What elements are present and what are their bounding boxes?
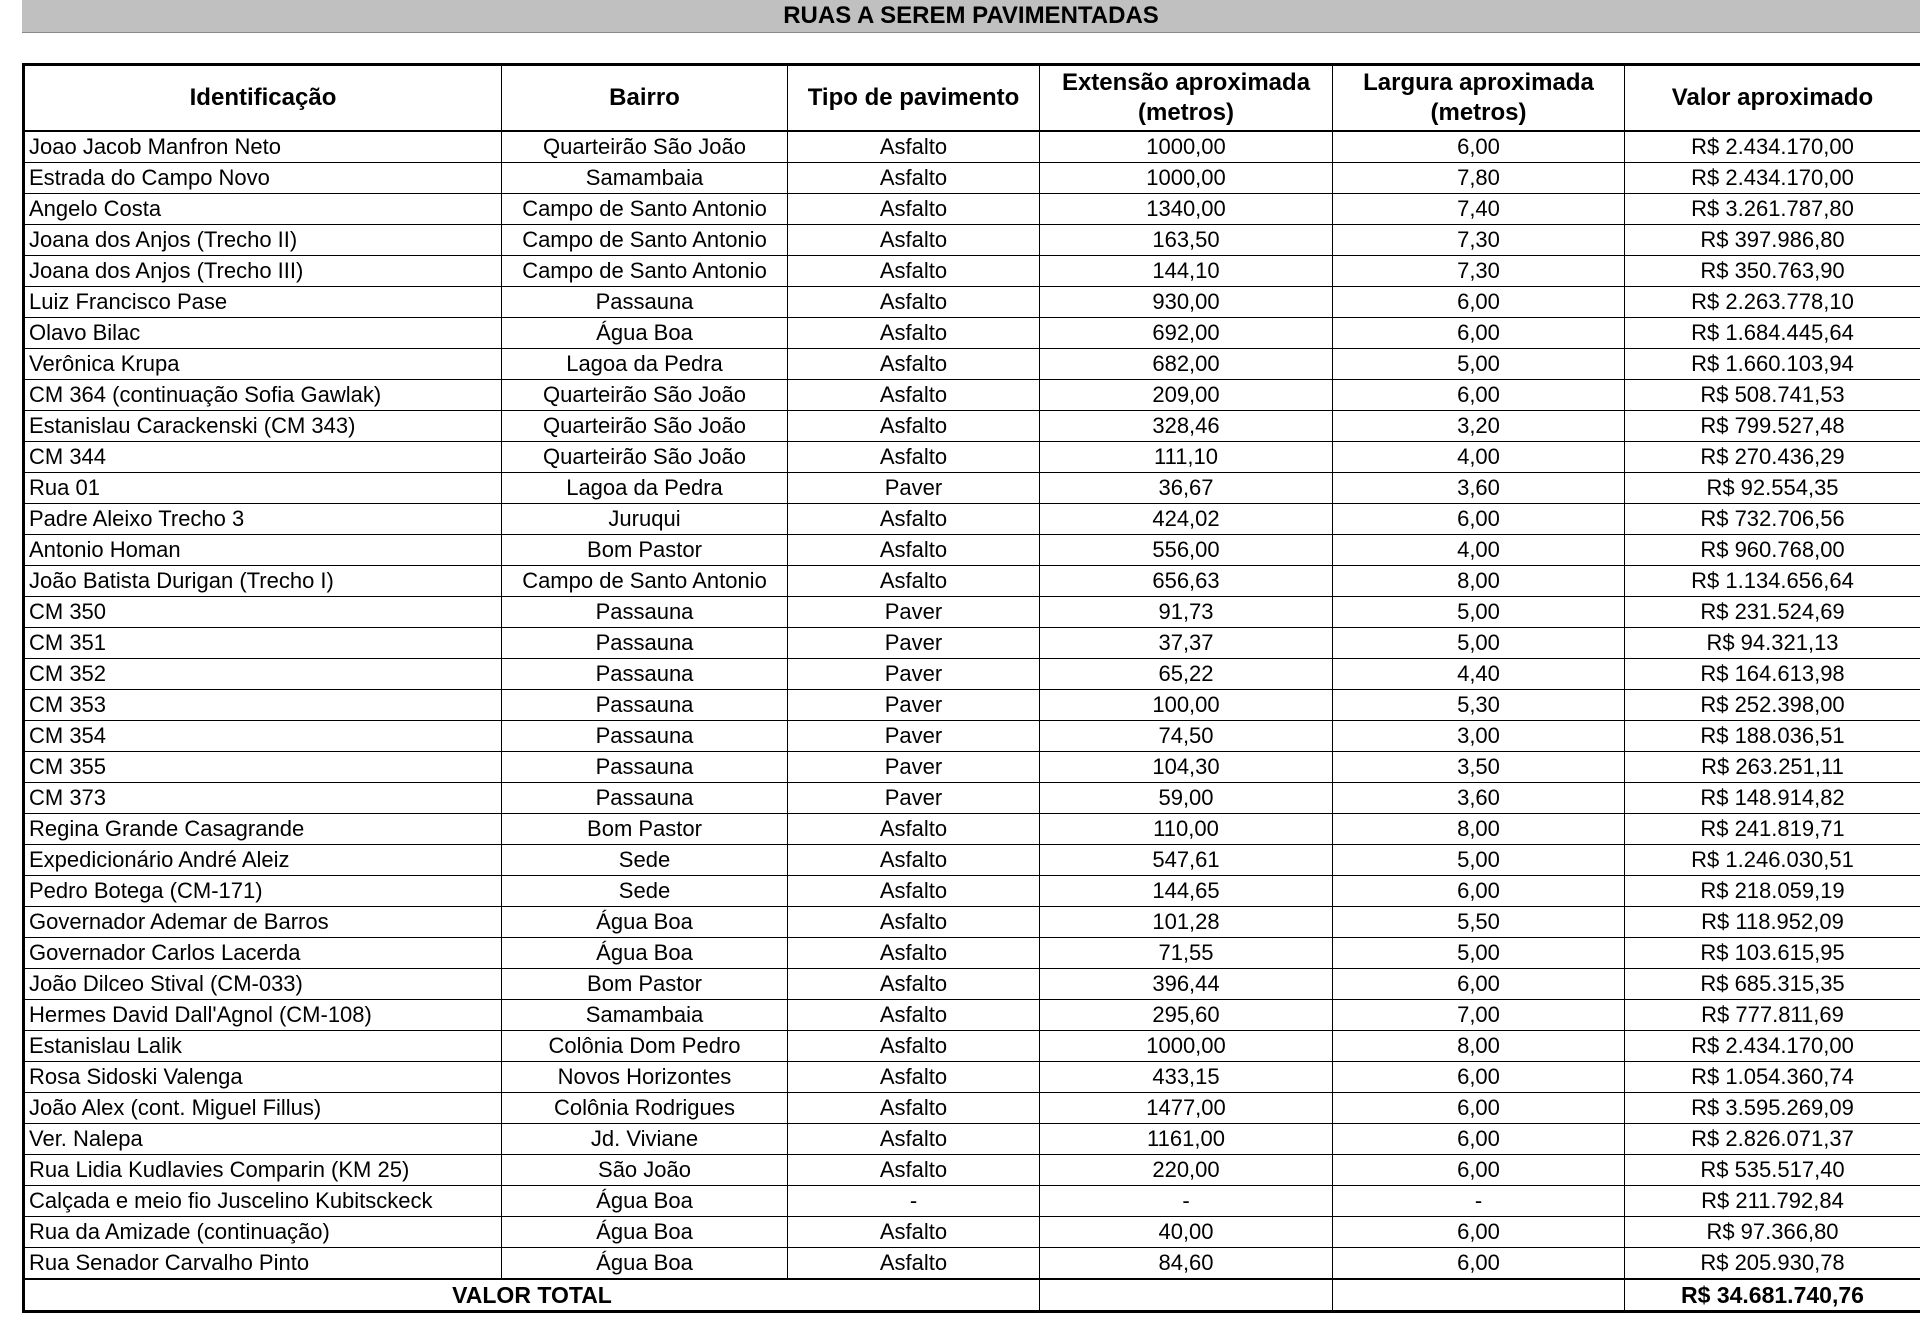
cell-identificacao: CM 350	[24, 597, 502, 628]
cell-tipo-pavimento: Asfalto	[788, 504, 1040, 535]
cell-extensao: 65,22	[1040, 659, 1333, 690]
cell-bairro: Juruqui	[502, 504, 788, 535]
cell-largura: 7,40	[1333, 194, 1625, 225]
cell-extensao: 556,00	[1040, 535, 1333, 566]
cell-tipo-pavimento: Asfalto	[788, 225, 1040, 256]
cell-bairro: Água Boa	[502, 1248, 788, 1280]
cell-identificacao: Expedicionário André Aleiz	[24, 845, 502, 876]
cell-largura: -	[1333, 1186, 1625, 1217]
cell-extensao: 396,44	[1040, 969, 1333, 1000]
cell-valor: R$ 188.036,51	[1625, 721, 1920, 752]
cell-bairro: Quarteirão São João	[502, 131, 788, 163]
cell-largura: 6,00	[1333, 1155, 1625, 1186]
cell-tipo-pavimento: Asfalto	[788, 1248, 1040, 1280]
cell-identificacao: Rua 01	[24, 473, 502, 504]
cell-valor: R$ 94.321,13	[1625, 628, 1920, 659]
table-row	[24, 194, 1920, 225]
column-header-largura: Largura aproximada (metros)	[1333, 65, 1625, 132]
cell-tipo-pavimento: Asfalto	[788, 349, 1040, 380]
cell-largura: 6,00	[1333, 1217, 1625, 1248]
cell-bairro: Colônia Dom Pedro	[502, 1031, 788, 1062]
cell-bairro: Passauna	[502, 659, 788, 690]
cell-tipo-pavimento: Paver	[788, 783, 1040, 814]
cell-valor: R$ 732.706,56	[1625, 504, 1920, 535]
cell-bairro: Água Boa	[502, 938, 788, 969]
cell-valor: R$ 2.263.778,10	[1625, 287, 1920, 318]
table-row	[24, 287, 1920, 318]
cell-identificacao: Rua Senador Carvalho Pinto	[24, 1248, 502, 1280]
cell-tipo-pavimento: Asfalto	[788, 163, 1040, 194]
cell-identificacao: Ver. Nalepa	[24, 1124, 502, 1155]
cell-tipo-pavimento: Asfalto	[788, 1124, 1040, 1155]
cell-extensao: 163,50	[1040, 225, 1333, 256]
table-row	[24, 752, 1920, 783]
cell-identificacao: Governador Carlos Lacerda	[24, 938, 502, 969]
cell-identificacao: CM 355	[24, 752, 502, 783]
table-row	[24, 318, 1920, 349]
cell-largura: 3,20	[1333, 411, 1625, 442]
cell-extensao: 1000,00	[1040, 163, 1333, 194]
cell-bairro: Quarteirão São João	[502, 380, 788, 411]
table-row	[24, 349, 1920, 380]
cell-valor: R$ 2.826.071,37	[1625, 1124, 1920, 1155]
cell-bairro: Lagoa da Pedra	[502, 349, 788, 380]
column-header-identificacao: Identificação	[24, 65, 502, 132]
total-spacer-2	[1333, 1279, 1625, 1312]
cell-tipo-pavimento: Asfalto	[788, 131, 1040, 163]
cell-tipo-pavimento: Asfalto	[788, 566, 1040, 597]
cell-largura: 6,00	[1333, 876, 1625, 907]
cell-largura: 7,30	[1333, 256, 1625, 287]
cell-valor: R$ 1.660.103,94	[1625, 349, 1920, 380]
cell-identificacao: Joao Jacob Manfron Neto	[24, 131, 502, 163]
cell-largura: 6,00	[1333, 504, 1625, 535]
cell-largura: 5,50	[1333, 907, 1625, 938]
cell-extensao: 144,65	[1040, 876, 1333, 907]
cell-largura: 6,00	[1333, 380, 1625, 411]
cell-valor: R$ 97.366,80	[1625, 1217, 1920, 1248]
cell-valor: R$ 3.595.269,09	[1625, 1093, 1920, 1124]
cell-valor: R$ 252.398,00	[1625, 690, 1920, 721]
table-row	[24, 1031, 1920, 1062]
cell-bairro: Quarteirão São João	[502, 442, 788, 473]
cell-tipo-pavimento: Paver	[788, 628, 1040, 659]
cell-extensao: 36,67	[1040, 473, 1333, 504]
table-row	[24, 969, 1920, 1000]
cell-extensao: 547,61	[1040, 845, 1333, 876]
cell-tipo-pavimento: Paver	[788, 721, 1040, 752]
cell-valor: R$ 1.134.656,64	[1625, 566, 1920, 597]
cell-valor: R$ 231.524,69	[1625, 597, 1920, 628]
streets-table	[22, 63, 1920, 1313]
cell-extensao: 40,00	[1040, 1217, 1333, 1248]
cell-largura: 5,00	[1333, 597, 1625, 628]
cell-bairro: Sede	[502, 845, 788, 876]
cell-extensao: 433,15	[1040, 1062, 1333, 1093]
cell-valor: R$ 1.684.445,64	[1625, 318, 1920, 349]
table-row	[24, 597, 1920, 628]
cell-valor: R$ 3.261.787,80	[1625, 194, 1920, 225]
page-title: RUAS A SEREM PAVIMENTADAS	[22, 0, 1920, 33]
cell-identificacao: Rua da Amizade (continuação)	[24, 1217, 502, 1248]
cell-extensao: 1477,00	[1040, 1093, 1333, 1124]
cell-tipo-pavimento: Asfalto	[788, 287, 1040, 318]
cell-bairro: Jd. Viviane	[502, 1124, 788, 1155]
cell-tipo-pavimento: Asfalto	[788, 814, 1040, 845]
cell-extensao: -	[1040, 1186, 1333, 1217]
cell-tipo-pavimento: Asfalto	[788, 318, 1040, 349]
cell-bairro: Passauna	[502, 690, 788, 721]
table-row	[24, 845, 1920, 876]
cell-bairro: Passauna	[502, 721, 788, 752]
cell-tipo-pavimento: Asfalto	[788, 1217, 1040, 1248]
cell-largura: 6,00	[1333, 287, 1625, 318]
cell-identificacao: Estanislau Lalik	[24, 1031, 502, 1062]
cell-bairro: Passauna	[502, 752, 788, 783]
cell-largura: 6,00	[1333, 969, 1625, 1000]
table-row	[24, 938, 1920, 969]
cell-largura: 5,00	[1333, 938, 1625, 969]
total-spacer	[1040, 1279, 1333, 1312]
cell-identificacao: Padre Aleixo Trecho 3	[24, 504, 502, 535]
cell-valor: R$ 164.613,98	[1625, 659, 1920, 690]
cell-largura: 7,30	[1333, 225, 1625, 256]
cell-extensao: 930,00	[1040, 287, 1333, 318]
cell-bairro: Lagoa da Pedra	[502, 473, 788, 504]
table-row	[24, 256, 1920, 287]
cell-bairro: Campo de Santo Antonio	[502, 256, 788, 287]
cell-largura: 6,00	[1333, 1124, 1625, 1155]
cell-identificacao: Pedro Botega (CM-171)	[24, 876, 502, 907]
cell-tipo-pavimento: Asfalto	[788, 535, 1040, 566]
cell-valor: R$ 1.246.030,51	[1625, 845, 1920, 876]
cell-identificacao: CM 364 (continuação Sofia Gawlak)	[24, 380, 502, 411]
cell-extensao: 100,00	[1040, 690, 1333, 721]
table-row	[24, 1000, 1920, 1031]
table-row	[24, 1155, 1920, 1186]
cell-valor: R$ 211.792,84	[1625, 1186, 1920, 1217]
cell-largura: 4,00	[1333, 535, 1625, 566]
total-row	[24, 1279, 1920, 1312]
cell-largura: 8,00	[1333, 566, 1625, 597]
cell-largura: 5,00	[1333, 845, 1625, 876]
cell-identificacao: Antonio Homan	[24, 535, 502, 566]
cell-bairro: Passauna	[502, 597, 788, 628]
cell-identificacao: Joana dos Anjos (Trecho II)	[24, 225, 502, 256]
cell-identificacao: João Batista Durigan (Trecho I)	[24, 566, 502, 597]
cell-valor: R$ 2.434.170,00	[1625, 1031, 1920, 1062]
cell-tipo-pavimento: Asfalto	[788, 1093, 1040, 1124]
cell-bairro: Campo de Santo Antonio	[502, 566, 788, 597]
cell-valor: R$ 270.436,29	[1625, 442, 1920, 473]
cell-largura: 3,50	[1333, 752, 1625, 783]
cell-largura: 3,60	[1333, 473, 1625, 504]
table-row	[24, 783, 1920, 814]
cell-bairro: Água Boa	[502, 1186, 788, 1217]
cell-identificacao: Joana dos Anjos (Trecho III)	[24, 256, 502, 287]
cell-extensao: 91,73	[1040, 597, 1333, 628]
cell-extensao: 1161,00	[1040, 1124, 1333, 1155]
cell-tipo-pavimento: Asfalto	[788, 938, 1040, 969]
cell-tipo-pavimento: Asfalto	[788, 969, 1040, 1000]
cell-largura: 7,80	[1333, 163, 1625, 194]
cell-identificacao: CM 353	[24, 690, 502, 721]
cell-extensao: 1000,00	[1040, 131, 1333, 163]
table-row	[24, 566, 1920, 597]
cell-extensao: 209,00	[1040, 380, 1333, 411]
cell-largura: 5,00	[1333, 349, 1625, 380]
cell-tipo-pavimento: Asfalto	[788, 1155, 1040, 1186]
table-row	[24, 659, 1920, 690]
table-row	[24, 473, 1920, 504]
cell-identificacao: CM 352	[24, 659, 502, 690]
cell-tipo-pavimento: Asfalto	[788, 380, 1040, 411]
cell-extensao: 1000,00	[1040, 1031, 1333, 1062]
cell-identificacao: Rosa Sidoski Valenga	[24, 1062, 502, 1093]
table-row	[24, 163, 1920, 194]
cell-extensao: 220,00	[1040, 1155, 1333, 1186]
cell-largura: 7,00	[1333, 1000, 1625, 1031]
cell-tipo-pavimento: Asfalto	[788, 411, 1040, 442]
cell-bairro: Água Boa	[502, 1217, 788, 1248]
cell-tipo-pavimento: Paver	[788, 690, 1040, 721]
cell-extensao: 144,10	[1040, 256, 1333, 287]
cell-extensao: 104,30	[1040, 752, 1333, 783]
table-row	[24, 411, 1920, 442]
cell-largura: 5,00	[1333, 628, 1625, 659]
cell-largura: 6,00	[1333, 1093, 1625, 1124]
cell-extensao: 682,00	[1040, 349, 1333, 380]
cell-tipo-pavimento: Asfalto	[788, 907, 1040, 938]
table-row	[24, 504, 1920, 535]
cell-tipo-pavimento: Asfalto	[788, 1031, 1040, 1062]
cell-identificacao: Governador Ademar de Barros	[24, 907, 502, 938]
table-row	[24, 814, 1920, 845]
cell-valor: R$ 241.819,71	[1625, 814, 1920, 845]
cell-extensao: 59,00	[1040, 783, 1333, 814]
cell-bairro: Bom Pastor	[502, 969, 788, 1000]
cell-largura: 8,00	[1333, 814, 1625, 845]
column-header-extensao: Extensão aproximada (metros)	[1040, 65, 1333, 132]
cell-bairro: São João	[502, 1155, 788, 1186]
cell-valor: R$ 263.251,11	[1625, 752, 1920, 783]
table-row	[24, 535, 1920, 566]
table-row	[24, 1124, 1920, 1155]
cell-extensao: 1340,00	[1040, 194, 1333, 225]
cell-valor: R$ 397.986,80	[1625, 225, 1920, 256]
table-row	[24, 1093, 1920, 1124]
cell-tipo-pavimento: Asfalto	[788, 256, 1040, 287]
cell-extensao: 37,37	[1040, 628, 1333, 659]
cell-bairro: Sede	[502, 876, 788, 907]
cell-extensao: 111,10	[1040, 442, 1333, 473]
cell-bairro: Colônia Rodrigues	[502, 1093, 788, 1124]
cell-largura: 6,00	[1333, 318, 1625, 349]
table-row	[24, 1217, 1920, 1248]
cell-tipo-pavimento: Paver	[788, 752, 1040, 783]
cell-extensao: 110,00	[1040, 814, 1333, 845]
column-header-bairro: Bairro	[502, 65, 788, 132]
cell-tipo-pavimento: Asfalto	[788, 1062, 1040, 1093]
cell-bairro: Campo de Santo Antonio	[502, 194, 788, 225]
cell-extensao: 84,60	[1040, 1248, 1333, 1280]
table-body	[24, 131, 1920, 1279]
cell-identificacao: CM 344	[24, 442, 502, 473]
cell-identificacao: João Dilceo Stival (CM-033)	[24, 969, 502, 1000]
cell-tipo-pavimento: Paver	[788, 473, 1040, 504]
cell-bairro: Passauna	[502, 783, 788, 814]
cell-valor: R$ 535.517,40	[1625, 1155, 1920, 1186]
cell-tipo-pavimento: Asfalto	[788, 442, 1040, 473]
cell-bairro: Novos Horizontes	[502, 1062, 788, 1093]
cell-extensao: 424,02	[1040, 504, 1333, 535]
cell-identificacao: Hermes David Dall'Agnol (CM-108)	[24, 1000, 502, 1031]
cell-valor: R$ 799.527,48	[1625, 411, 1920, 442]
cell-valor: R$ 2.434.170,00	[1625, 131, 1920, 163]
cell-valor: R$ 960.768,00	[1625, 535, 1920, 566]
table-row	[24, 907, 1920, 938]
cell-identificacao: Estrada do Campo Novo	[24, 163, 502, 194]
cell-largura: 6,00	[1333, 131, 1625, 163]
cell-identificacao: João Alex (cont. Miguel Fillus)	[24, 1093, 502, 1124]
cell-extensao: 74,50	[1040, 721, 1333, 752]
cell-identificacao: Calçada e meio fio Juscelino Kubitsckeck	[24, 1186, 502, 1217]
cell-identificacao: Rua Lidia Kudlavies Comparin (KM 25)	[24, 1155, 502, 1186]
cell-tipo-pavimento: Asfalto	[788, 194, 1040, 225]
cell-identificacao: Verônica Krupa	[24, 349, 502, 380]
cell-largura: 6,00	[1333, 1248, 1625, 1280]
cell-largura: 3,60	[1333, 783, 1625, 814]
table-row	[24, 1248, 1920, 1280]
cell-bairro: Bom Pastor	[502, 535, 788, 566]
table-row	[24, 225, 1920, 256]
total-value: R$ 34.681.740,76	[1625, 1279, 1920, 1312]
cell-largura: 8,00	[1333, 1031, 1625, 1062]
cell-largura: 3,00	[1333, 721, 1625, 752]
cell-valor: R$ 205.930,78	[1625, 1248, 1920, 1280]
cell-bairro: Quarteirão São João	[502, 411, 788, 442]
cell-bairro: Bom Pastor	[502, 814, 788, 845]
cell-identificacao: CM 373	[24, 783, 502, 814]
table-row	[24, 628, 1920, 659]
cell-valor: R$ 103.615,95	[1625, 938, 1920, 969]
cell-valor: R$ 685.315,35	[1625, 969, 1920, 1000]
cell-largura: 6,00	[1333, 1062, 1625, 1093]
cell-bairro: Samambaia	[502, 163, 788, 194]
cell-extensao: 295,60	[1040, 1000, 1333, 1031]
table-row	[24, 721, 1920, 752]
cell-valor: R$ 1.054.360,74	[1625, 1062, 1920, 1093]
cell-valor: R$ 2.434.170,00	[1625, 163, 1920, 194]
cell-extensao: 692,00	[1040, 318, 1333, 349]
table-row	[24, 380, 1920, 411]
table-header-row	[24, 65, 1920, 132]
cell-identificacao: Angelo Costa	[24, 194, 502, 225]
cell-bairro: Passauna	[502, 287, 788, 318]
cell-tipo-pavimento: Asfalto	[788, 876, 1040, 907]
cell-identificacao: Regina Grande Casagrande	[24, 814, 502, 845]
cell-valor: R$ 508.741,53	[1625, 380, 1920, 411]
cell-identificacao: Luiz Francisco Pase	[24, 287, 502, 318]
cell-tipo-pavimento: Asfalto	[788, 1000, 1040, 1031]
cell-valor: R$ 350.763,90	[1625, 256, 1920, 287]
cell-largura: 5,30	[1333, 690, 1625, 721]
cell-identificacao: Estanislau Carackenski (CM 343)	[24, 411, 502, 442]
cell-valor: R$ 218.059,19	[1625, 876, 1920, 907]
cell-identificacao: Olavo Bilac	[24, 318, 502, 349]
column-header-valor: Valor aproximado	[1625, 65, 1920, 132]
table-row	[24, 442, 1920, 473]
table-row	[24, 690, 1920, 721]
table-row	[24, 131, 1920, 163]
cell-extensao: 71,55	[1040, 938, 1333, 969]
cell-tipo-pavimento: -	[788, 1186, 1040, 1217]
column-header-tipo-pavimento: Tipo de pavimento	[788, 65, 1040, 132]
cell-valor: R$ 118.952,09	[1625, 907, 1920, 938]
cell-largura: 4,00	[1333, 442, 1625, 473]
cell-extensao: 656,63	[1040, 566, 1333, 597]
cell-extensao: 328,46	[1040, 411, 1333, 442]
cell-valor: R$ 777.811,69	[1625, 1000, 1920, 1031]
table-row	[24, 876, 1920, 907]
cell-largura: 4,40	[1333, 659, 1625, 690]
cell-valor: R$ 148.914,82	[1625, 783, 1920, 814]
cell-bairro: Samambaia	[502, 1000, 788, 1031]
cell-tipo-pavimento: Asfalto	[788, 845, 1040, 876]
cell-bairro: Água Boa	[502, 318, 788, 349]
cell-identificacao: CM 354	[24, 721, 502, 752]
table-row	[24, 1062, 1920, 1093]
cell-tipo-pavimento: Paver	[788, 659, 1040, 690]
total-label: VALOR TOTAL	[24, 1279, 1040, 1312]
cell-tipo-pavimento: Paver	[788, 597, 1040, 628]
cell-valor: R$ 92.554,35	[1625, 473, 1920, 504]
cell-bairro: Água Boa	[502, 907, 788, 938]
cell-bairro: Passauna	[502, 628, 788, 659]
cell-bairro: Campo de Santo Antonio	[502, 225, 788, 256]
cell-identificacao: CM 351	[24, 628, 502, 659]
table-row	[24, 1186, 1920, 1217]
cell-extensao: 101,28	[1040, 907, 1333, 938]
